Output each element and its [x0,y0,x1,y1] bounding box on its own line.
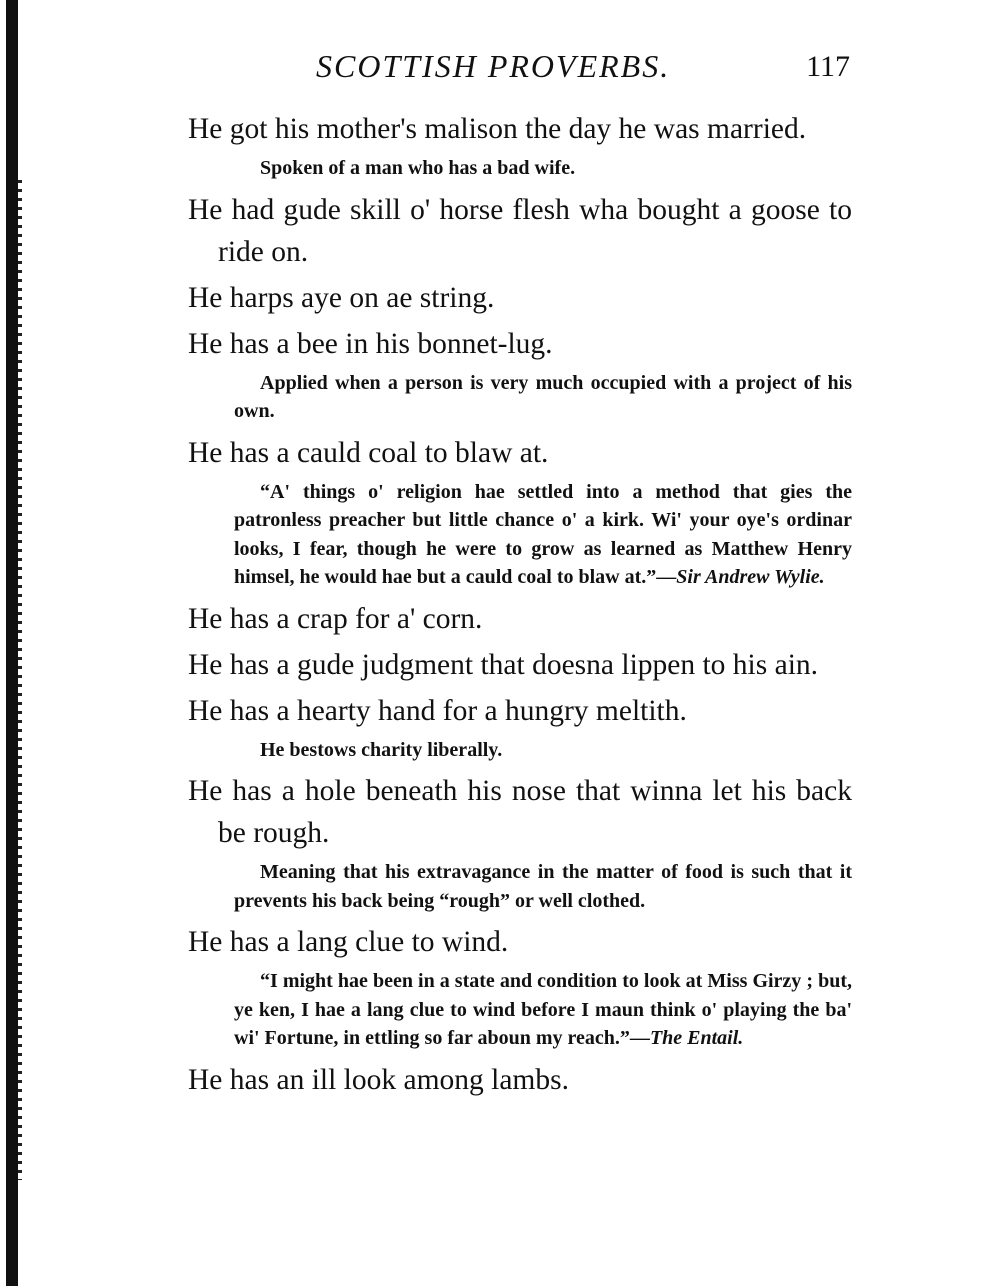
proverb-entry [188,598,852,640]
page-number: 117 [806,50,850,83]
note-source: The Entail. [649,1027,744,1049]
proverb-list [188,108,852,1105]
note-quote: “I might hae been in a state and condition to look at Miss Girzy ; but, ye ken, I hae a lang clue to wind before I maun think o' playing the ba' wi' Fortune, in ettling so far aboun my reach.”— [234,970,852,1049]
proverb-note: He bestows charity liberally. [260,738,503,761]
proverb-text: He has a hole beneath his nose that winna let his back be rough. [188,775,852,849]
proverb-entry [188,432,852,592]
note-quote: “A' things o' religion hae settled into a method that gies the patronless preacher but little chance o' a kirk. Wi' your oye's ordinar looks, I fear, though he were to grow as learned as Matthew Henry himsel, he would hae but a cauld coal to blaw at.”— [234,480,852,588]
proverb-entry [188,644,852,686]
proverb-entry [188,690,852,765]
proverb-entry [188,323,852,426]
proverb-text: He has a gude judgment that doesna lippen to his ain. [188,648,819,681]
proverb-text: He got his mother's malison the day he was married. [188,113,807,145]
proverb-entry [188,189,852,273]
page-header [188,44,850,88]
proverb-entry [188,770,852,915]
proverb-entry [188,1059,852,1101]
proverb-text: He had gude skill o' horse flesh wha bought a goose to ride on. [188,193,852,268]
binding-edge [18,180,22,1180]
proverb-text: He has a lang clue to wind. [188,926,509,958]
proverb-text: He has an ill look among lambs. [188,1063,569,1096]
binding-gutter [6,0,18,1286]
proverb-note [234,478,852,592]
proverb-entry [188,921,852,1053]
proverb-text: He has a crap for a' corn. [188,602,483,635]
proverb-note: Applied when a person is very much occupied with a project of his own. [234,371,852,422]
running-title: SCOTTISH PROVERBS. [316,48,671,84]
proverb-entry [188,277,852,319]
proverb-note [234,967,852,1053]
proverb-text: He harps aye on ae string. [188,281,495,314]
proverb-entry [188,108,852,183]
proverb-text: He has a cauld coal to blaw at. [188,436,549,469]
note-source: Sir Andrew Wylie. [676,566,825,588]
proverb-note: Meaning that his extravagance in the matter of food is such that it prevents his back being “rough” or well clothed. [234,861,852,912]
proverb-text: He has a bee in his bonnet-lug. [188,327,553,360]
proverb-note: Spoken of a man who has a bad wife. [260,157,576,179]
proverb-text: He has a hearty hand for a hungry meltith. [188,694,687,727]
